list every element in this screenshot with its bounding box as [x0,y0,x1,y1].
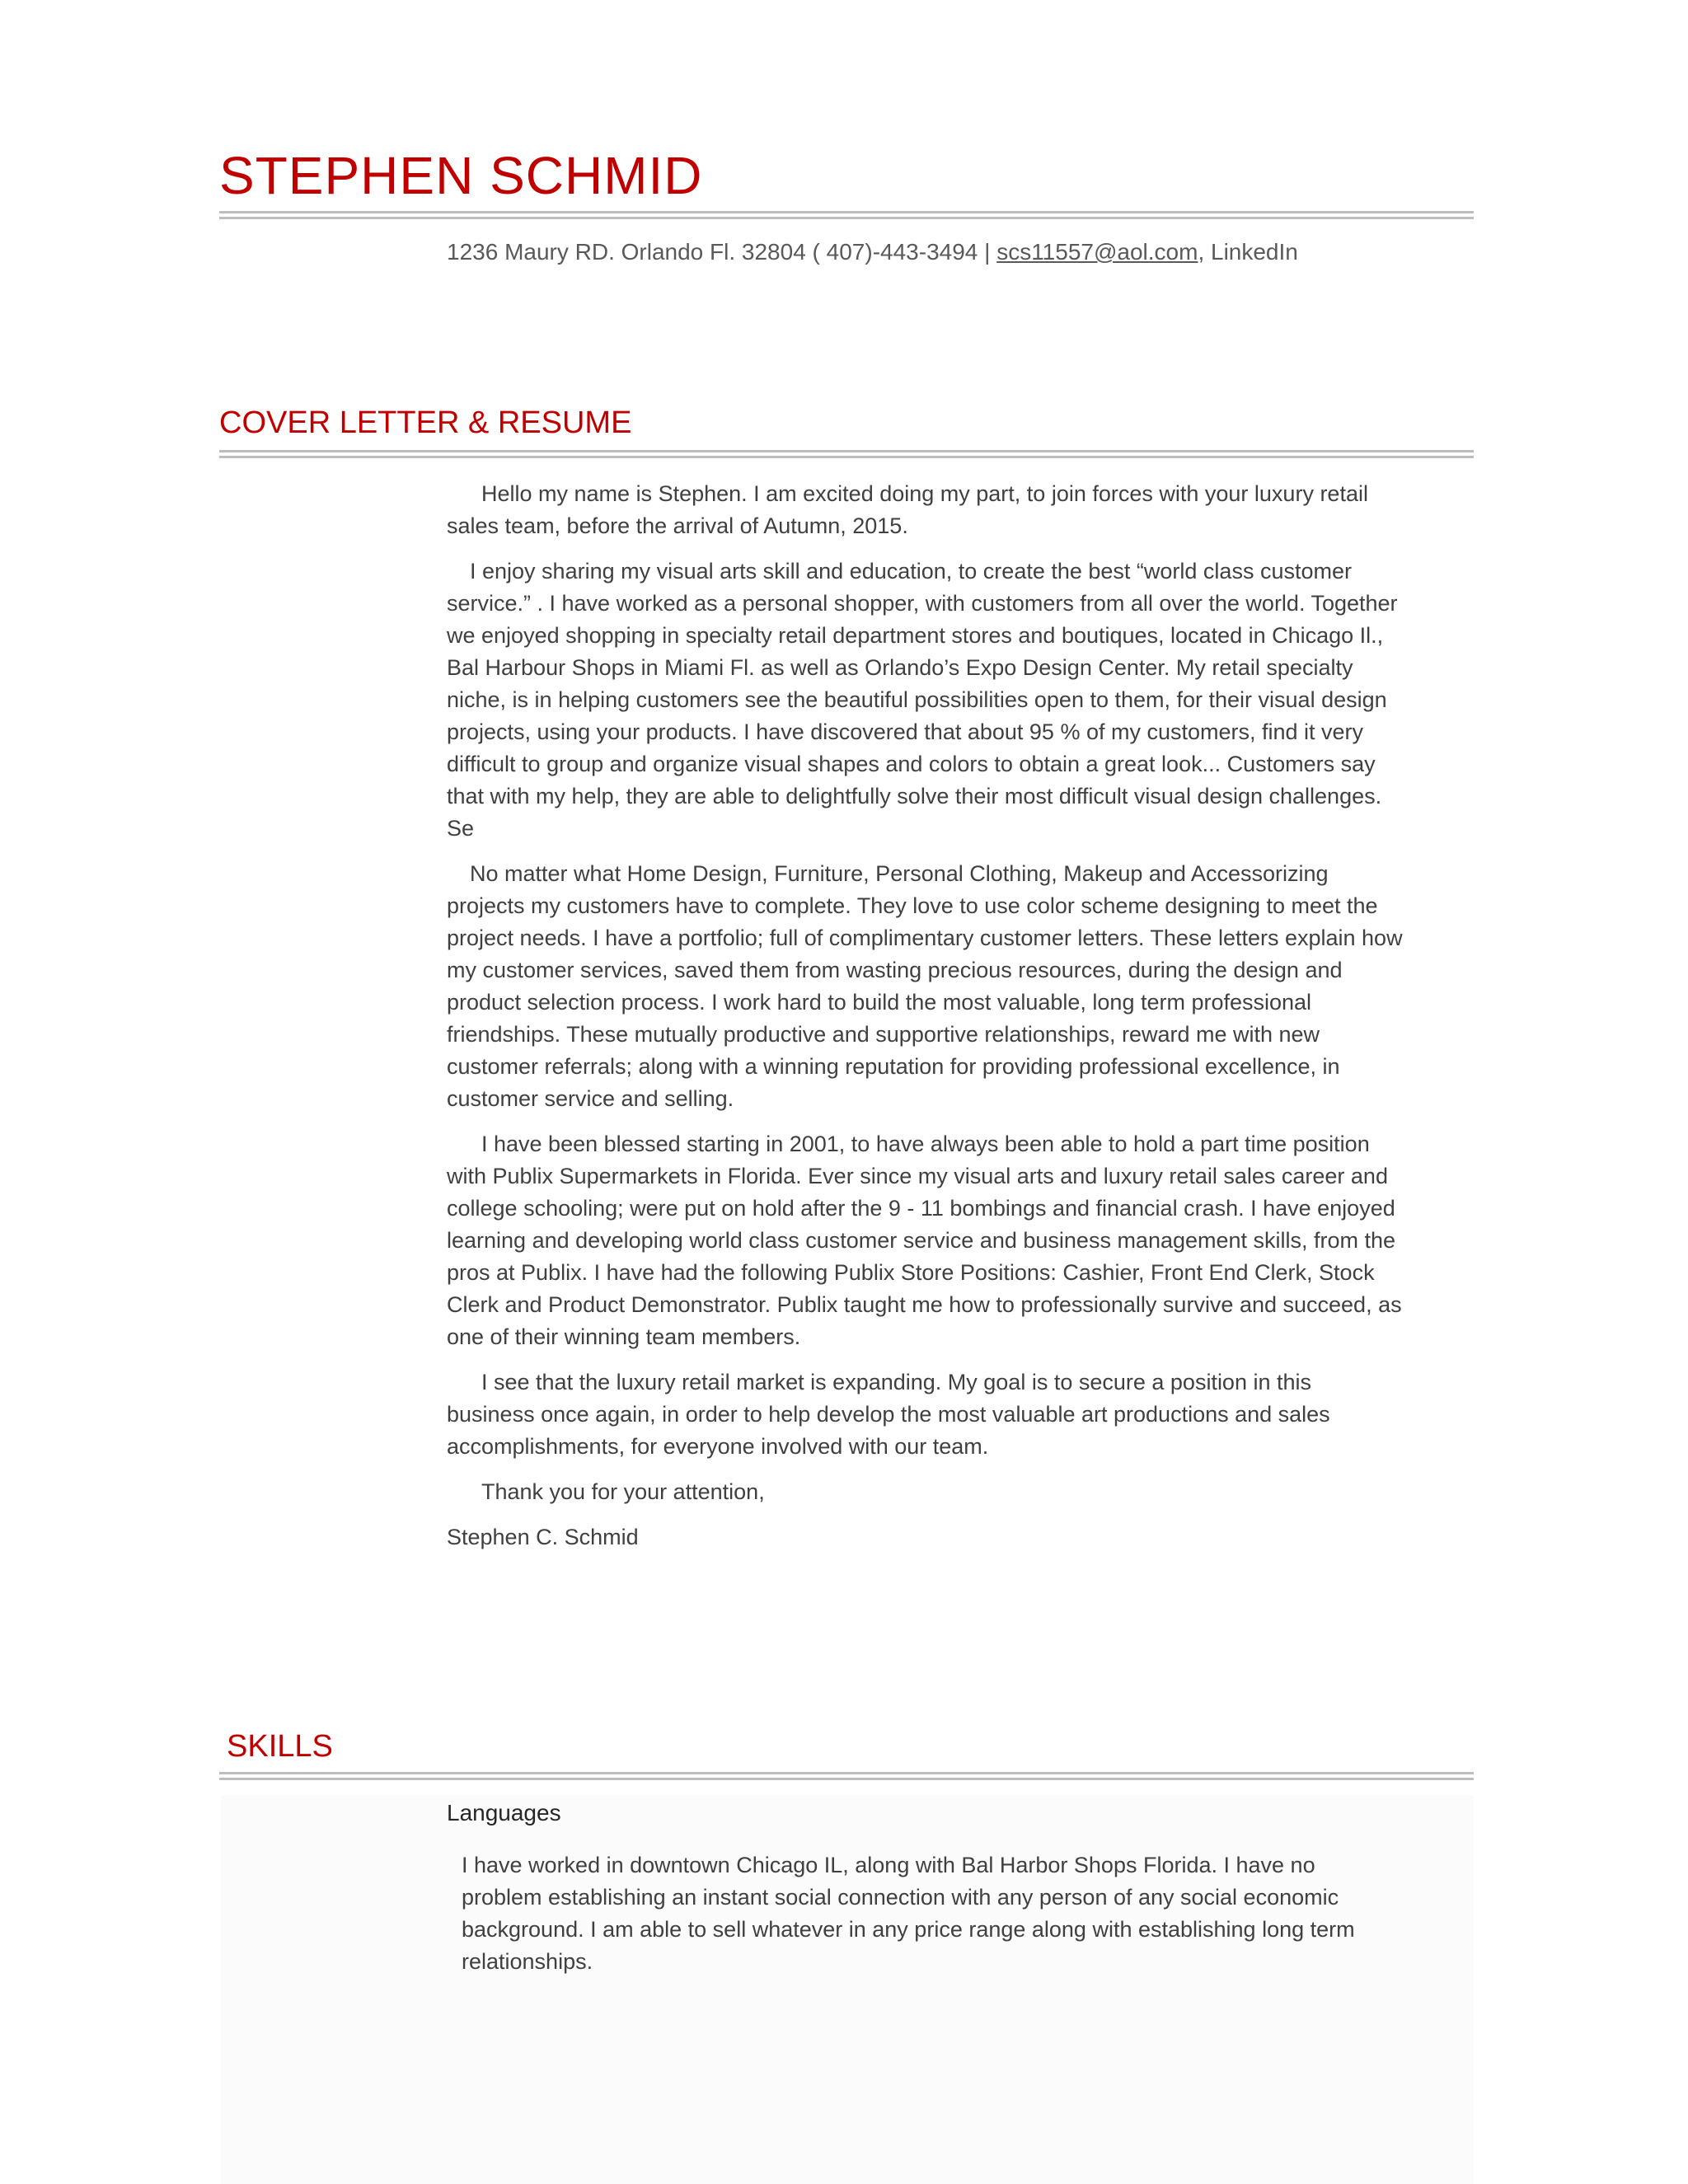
skills-description: I have worked in downtown Chicago IL, along with Bal Harbor Shops Florida. I have no problem establishing an instant social connection with any person of any social economic background. I am able to sell whatever in any price range along with establishing long term relationships. [462,1853,1355,1974]
letter-paragraph: No matter what Home Design, Furniture, Personal Clothing, Makeup and Accessorizing projects my customers have to complete. They love to use color scheme designing to meet the project needs. I have a portfolio; full of complimentary customer letters. These letters explain how my customer services, saved them from wasting precious resources, during the design and product selection process. I work hard to build the most valuable, long term professional friendships. These mutually productive and supportive relationships, reward me with new customer referrals; along with a winning reputation for providing professional excellence, in customer service and selling. [447,861,1403,1111]
skills-divider [219,1772,1474,1780]
linkedin-text: , LinkedIn [1198,239,1298,265]
applicant-name: STEPHEN SCHMID [219,146,703,205]
contact-line [447,239,1298,265]
letter-paragraph: Hello my name is Stephen. I am excited doing my part, to join forces with your luxury retail sales team, before the arrival of Autumn, 2015. [447,481,1368,538]
letter-closing: Thank you for your attention, [481,1479,765,1504]
contact-address-phone: 1236 Maury RD. Orlando Fl. 32804 ( 407)-443-3494 | [447,239,997,265]
letter-paragraph: I see that the luxury retail market is expanding. My goal is to secure a position in this business once again, in order to help develop the most valuable art productions and sales accomplishments, for everyone involved with our team. [447,1370,1330,1459]
cover-letter-title: COVER LETTER & RESUME [219,405,632,440]
letter-paragraph: I enjoy sharing my visual arts skill and education, to create the best “world class customer service.” . I have worked as a personal shopper, with customers from all over the world. Together we enjoyed shopping in specialty retail department stores and boutiques, located in Chicago Il., Bal Harbour Shops in Miami Fl. as well as Orlando’s Expo Design Center. My retail specialty niche, is in helping customers see the beautiful possibilities open to them, for their visual design projects, using your products. I have discovered that about 95 % of my customers, find it very difficult to group and organize visual shapes and colors to obtain a great look... Customers say that with my help, they are able to delightfully solve their most difficult visual design challenges. Se [447,559,1398,841]
cover-letter-divider [219,450,1474,458]
cover-letter-body [447,478,1403,1567]
letter-signature: Stephen C. Schmid [447,1525,639,1549]
email-link[interactable]: scs11557@aol.com [996,239,1198,265]
skills-subheading: Languages [447,1800,561,1825]
skills-title: SKILLS [227,1729,333,1764]
letter-paragraph: I have been blessed starting in 2001, to have always been able to hold a part time position with Publix Supermarkets in Florida. Ever since my visual arts and luxury retail sales career and college schooling; were put on hold after the 9 - 11 bombings and financial crash. I have enjoyed learning and developing world class customer service and business management skills, from the pros at Publix. I have had the following Publix Store Positions: Cashier, Front End Clerk, Stock Clerk and Product Demonstrator. Publix taught me how to professionally survive and succeed, as one of their winning team members. [447,1132,1402,1349]
header-divider [219,211,1474,219]
